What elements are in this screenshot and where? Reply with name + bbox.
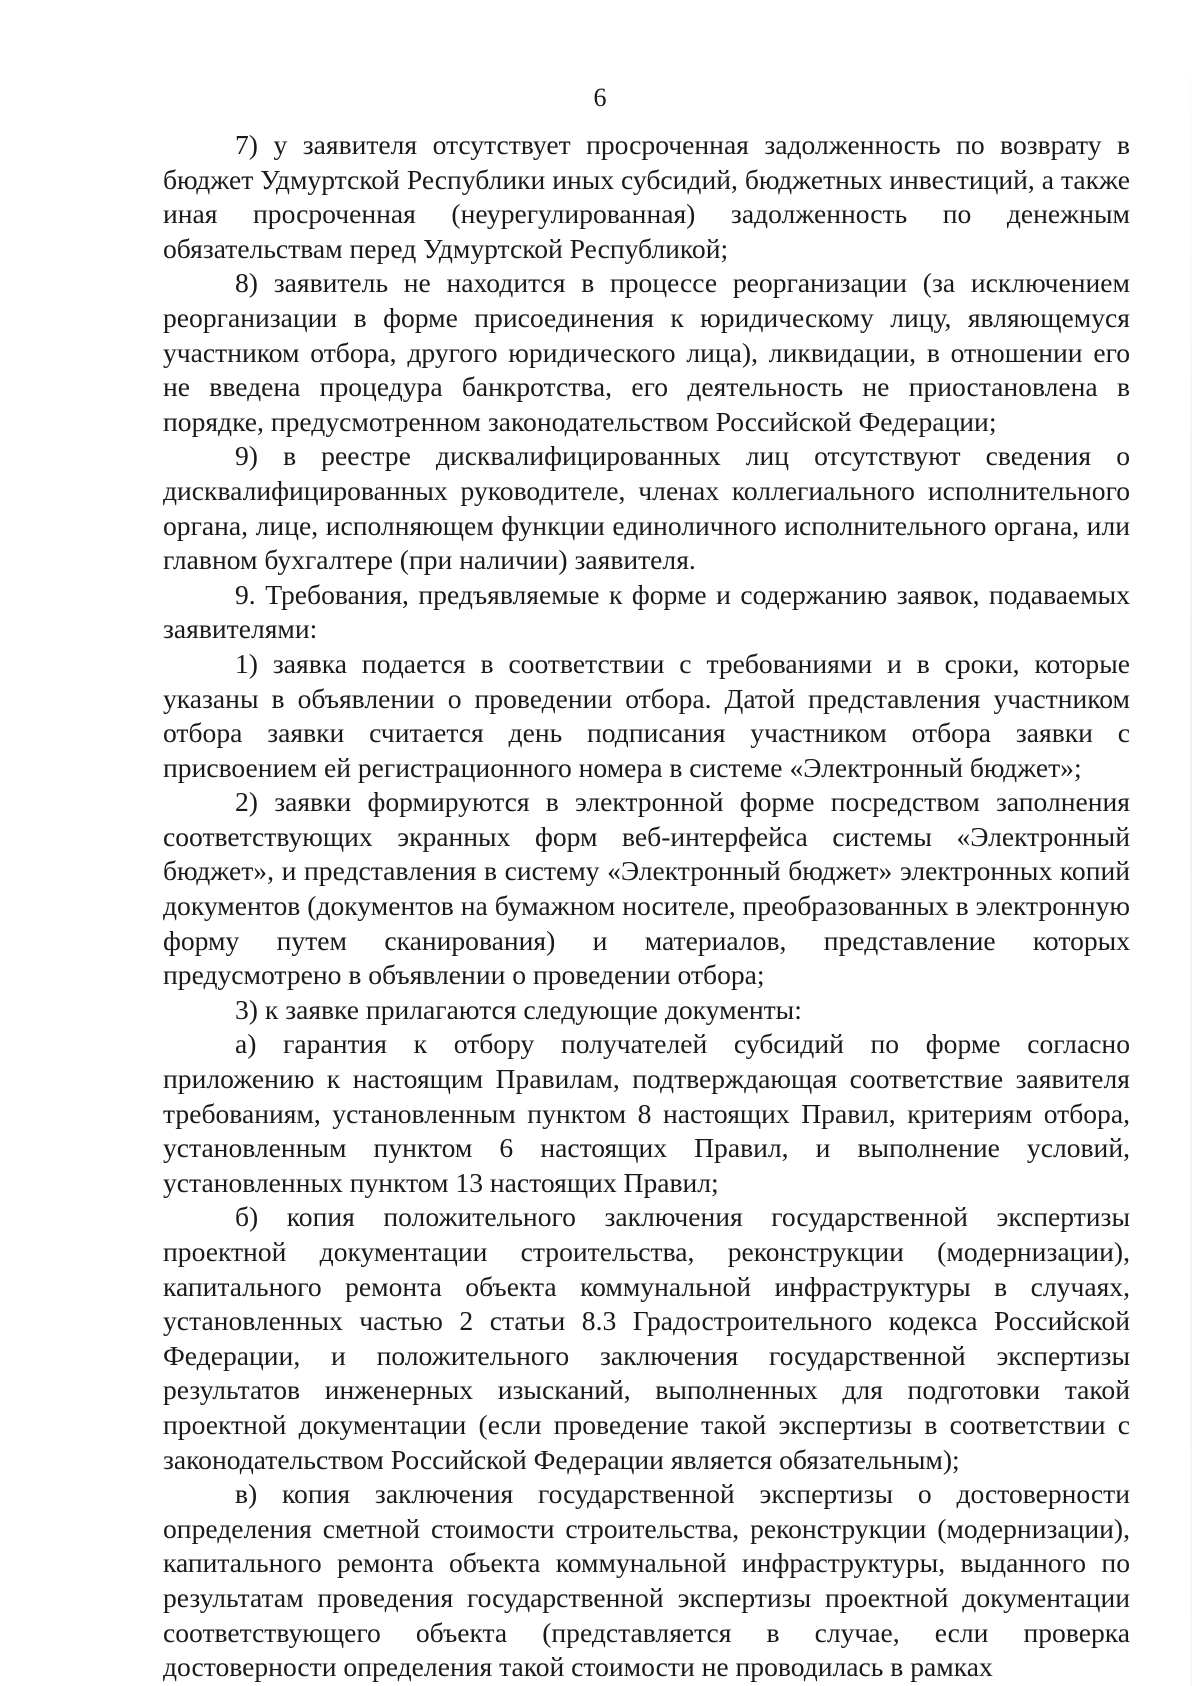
paragraph-item-7: 7) у заявителя отсутствует просроченная задолженность по возврату в бюджет Удмуртской Республики иных субсидий, бюджетных инвестиций, а также иная просроченная (неурегулированная) задолженность по денежным обязательствам перед Удмуртской Республикой; xyxy=(163,129,1130,264)
paragraph-item-9: 9) в реестре дисквалифицированных лиц отсутствуют сведения о дисквалифицированных руководителе, членах коллегиального исполнительного органа, лице, исполняющем функции единоличного исполнительного органа, или главном бухгалтере (при наличии) заявителя. xyxy=(163,440,1130,576)
document-body xyxy=(163,128,1130,1685)
paragraph-subitem-b: б) копия положительного заключения государственной экспертизы проектной документации строительства, реконструкции (модернизации), капитального ремонта объекта коммунальной инфраструктуры в случаях, установленных частью 2 статьи 8.3 Градостроительного кодекса Российской Федерации, и положительного заключения государственной экспертизы результатов инженерных изысканий, выполненных для подготовки такой проектной документации (если проведение такой экспертизы в соответствии с законодательством Российской Федерации является обязательным); xyxy=(163,1201,1130,1475)
paragraph-subitem-3: 3) к заявке прилагаются следующие документы: xyxy=(235,993,802,1025)
paragraph-subitem-2: 2) заявки формируются в электронной форме посредством заполнения соответствующих экранных форм веб-интерфейса системы «Электронный бюджет», и представления в систему «Электронный бюджет» электронных копий документов (документов на бумажном носителе, преобразованных в электронную форму путем сканирования) и материалов, представление которых предусмотрено в объявлении о проведении отбора; xyxy=(163,786,1130,991)
page-number: 6 xyxy=(593,83,607,112)
paragraph-subitem-1: 1) заявка подается в соответствии с требованиями и в сроки, которые указаны в объявлении о проведении отбора. Датой представления участником отбора заявки считается день подписания участником отбора заявки с присвоением ей регистрационного номера в системе «Электронный бюджет»; xyxy=(163,647,1130,783)
paragraph-section-9: 9. Требования, предъявляемые к форме и содержанию заявок, подаваемых заявителями: xyxy=(163,578,1130,645)
scan-edge-shadow xyxy=(1190,0,1192,1686)
paragraph-subitem-v: в) копия заключения государственной экспертизы о достоверности определения сметной стоимости строительства, реконструкции (модернизации), капитального ремонта объекта коммунальной инфраструктуры, выданного по результатам проведения государственной экспертизы проектной документации соответствующего объекта (представляется в случае, если проверка достоверности определения такой стоимости не проводилась в рамках xyxy=(163,1478,1130,1683)
paragraph-subitem-a: а) гарантия к отбору получателей субсидий по форме согласно приложению к настоящим Правилам, подтверждающая соответствие заявителя требованиям, установленным пунктом 8 настоящих Правил, критериям отбора, установленным пунктом 6 настоящих Правил, и выполнение условий, установленных пунктом 13 настоящих Правил; xyxy=(163,1028,1130,1198)
paragraph-item-8: 8) заявитель не находится в процессе реорганизации (за исключением реорганизации в форме присоединения к юридическому лицу, являющемуся участником отбора, другого юридического лица), ликвидации, в отношении его не введена процедура банкротства, его деятельность не приостановлена в порядке, предусмотренном законодательством Российской Федерации; xyxy=(163,267,1130,437)
